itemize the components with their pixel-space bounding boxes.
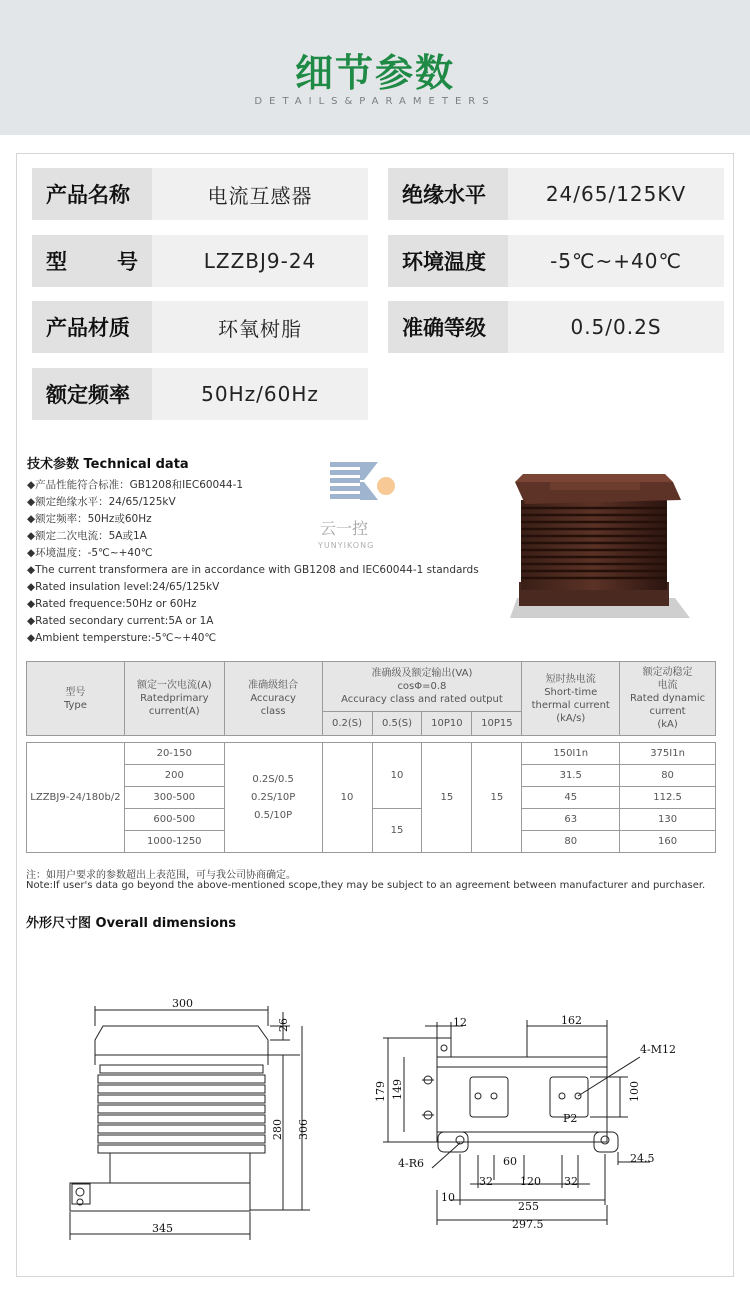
header-thermal-line: (kA/s) <box>556 712 586 724</box>
cell-10p15: 15 <box>472 743 522 853</box>
param-model-label-part2: 号 <box>117 250 138 274</box>
cell-thermal: 31.5 <box>522 765 620 787</box>
combo-line: 0.2S/10P <box>250 791 296 803</box>
param-material-label: 产品材质 <box>32 301 152 353</box>
cell-10p10: 15 <box>422 743 472 853</box>
cell-current: 300-500 <box>124 787 224 809</box>
param-env-value: -5℃~+40℃ <box>508 235 724 287</box>
header-acc-line: cosΦ=0.8 <box>397 681 447 692</box>
header-thermal-current <box>522 662 620 736</box>
top-view-drawing <box>422 1038 618 1152</box>
cell-05s-bottom: 15 <box>372 809 422 853</box>
dim-60: 60 <box>503 1155 517 1168</box>
note-cn: 注：如用户要求的参数超出上表范围，可与我公司协商确定。 <box>26 870 296 881</box>
dim-255: 255 <box>518 1200 539 1213</box>
cell-model: LZZBJ9-24/180b/2 <box>27 743 125 853</box>
dim-100: 100 <box>628 1081 641 1102</box>
param-insulation-label: 绝缘水平 <box>388 168 508 220</box>
dim-297-5: 297.5 <box>512 1218 544 1231</box>
dim-p2: P2 <box>563 1112 578 1125</box>
dim-300: 300 <box>172 997 193 1010</box>
header-accuracy-output <box>322 662 522 712</box>
page-subtitle: DETAILS&PARAMETERS <box>254 96 496 107</box>
param-name-value: 电流互感器 <box>152 168 368 220</box>
header-dynamic-current <box>620 662 716 736</box>
cell-02s: 10 <box>322 743 372 853</box>
subheader-cell: 0.5(S) <box>372 712 422 736</box>
bullet-item: ◆额定频率：50Hz或60Hz <box>27 513 152 525</box>
param-model-label <box>32 235 152 287</box>
subheader-cell: 0.2(S) <box>322 712 372 736</box>
dim-4-r6: 4-R6 <box>398 1157 424 1170</box>
header-dynamic-line: 额定动稳定 <box>642 667 693 678</box>
page-title: 细节参数 <box>294 51 455 95</box>
brand-logo <box>316 456 406 551</box>
dim-4-m12: 4-M12 <box>640 1043 676 1056</box>
brand-logo-en: YUNYIKONG <box>318 541 375 550</box>
combo-line: 0.5/10P <box>254 809 293 821</box>
cell-05s-top: 10 <box>372 743 422 809</box>
subheader-cell: 10P15 <box>472 712 522 736</box>
bullet-item: ◆环境温度：-5℃~+40℃ <box>27 547 153 559</box>
bullet-item: ◆Rated frequence:50Hz or 60Hz <box>27 598 197 610</box>
note-en: Note:If user's data go beyond the above-mentioned scope,they may be subject to an agreement between manufacturer and purchaser. <box>26 880 706 891</box>
dim-345: 345 <box>152 1222 173 1235</box>
cell-current: 20-150 <box>124 743 224 765</box>
param-material-value: 环氧树脂 <box>152 301 368 353</box>
cell-thermal: 80 <box>522 831 620 853</box>
cell-dynamic: 112.5 <box>620 787 716 809</box>
header-type-en: Type <box>63 699 87 711</box>
header-dynamic-line: 电流 <box>657 680 678 691</box>
cell-thermal: 45 <box>522 787 620 809</box>
brand-logo-cn: 云一控 <box>320 519 369 538</box>
header-primary-line: 额定一次电流(A) <box>136 680 212 691</box>
param-freq-label: 额定频率 <box>32 368 152 420</box>
bullet-item: ◆额定二次电流：5A或1A <box>27 530 147 542</box>
header-thermal-line: thermal current <box>531 699 610 711</box>
header-primary-line: current(A) <box>148 706 200 717</box>
header-thermal-line: Short-time <box>544 686 598 698</box>
dim-32-left: 32 <box>479 1175 493 1188</box>
header-combo-line: Accuracy <box>250 693 296 704</box>
bullet-item: ◆The current transformera are in accordance with GB1208 and IEC60044-1 standards <box>27 564 479 576</box>
dim-162: 162 <box>561 1014 582 1027</box>
header-combo-line: 准确级组合 <box>248 680 299 691</box>
bullet-item: ◆额定绝缘水平：24/65/125kV <box>27 496 176 508</box>
dim-24-5: 24.5 <box>630 1152 655 1165</box>
header-dynamic-line: (kA) <box>657 719 678 730</box>
param-accuracy-value: 0.5/0.2S <box>508 301 724 353</box>
header-type <box>27 662 125 736</box>
bullet-item: ◆Rated secondary current:5A or 1A <box>27 615 214 627</box>
dim-32-right: 32 <box>564 1175 578 1188</box>
dim-10: 10 <box>441 1191 455 1204</box>
dim-120: 120 <box>520 1175 541 1188</box>
dim-26: 26 <box>277 1018 290 1032</box>
front-view-drawing <box>70 1026 268 1211</box>
header-accuracy-combo <box>224 662 322 736</box>
dim-179: 179 <box>374 1081 387 1102</box>
bullet-item: ◆产品性能符合标准：GB1208和IEC60044-1 <box>27 479 244 491</box>
table-row <box>27 743 716 765</box>
combo-line: 0.2S/0.5 <box>252 773 294 785</box>
header-acc-line: Accuracy class and rated output <box>341 694 503 705</box>
technical-bullet-list <box>27 477 507 647</box>
param-insulation-value: 24/65/125KV <box>508 168 724 220</box>
dimensions-title: 外形尺寸图 Overall dimensions <box>26 916 236 931</box>
header-acc-line: 准确级及额定输出(VA) <box>371 668 473 679</box>
header-combo-line: class <box>260 706 286 717</box>
dim-280: 280 <box>271 1119 284 1140</box>
cell-thermal: 63 <box>522 809 620 831</box>
subheader-cell: 10P10 <box>422 712 472 736</box>
param-name-label: 产品名称 <box>32 168 152 220</box>
header-primary-line: Ratedprimary <box>140 693 209 704</box>
cell-dynamic: 160 <box>620 831 716 853</box>
cell-current: 1000-1250 <box>124 831 224 853</box>
dimension-drawings <box>0 940 750 1260</box>
bullet-item: ◆Rated insulation level:24/65/125kV <box>27 581 220 593</box>
header-type-cn: 型号 <box>65 686 86 698</box>
spec-table <box>26 661 716 853</box>
technical-data-title: 技术参数 Technical data <box>27 457 189 472</box>
cell-thermal: 150I1n <box>522 743 620 765</box>
param-accuracy-label: 准确等级 <box>388 301 508 353</box>
bullet-item: ◆Ambient tempersture:-5℃~+40℃ <box>27 632 217 644</box>
cell-dynamic: 375I1n <box>620 743 716 765</box>
param-env-label: 环境温度 <box>388 235 508 287</box>
cell-combo <box>224 743 322 853</box>
cell-dynamic: 130 <box>620 809 716 831</box>
cell-current: 600-500 <box>124 809 224 831</box>
product-photo <box>505 470 695 630</box>
param-freq-value: 50Hz/60Hz <box>152 368 368 420</box>
table-gap <box>27 736 716 743</box>
header-thermal-line: 短时热电流 <box>545 673 596 685</box>
param-model-value: LZZBJ9-24 <box>152 235 368 287</box>
header-primary-current <box>124 662 224 736</box>
header-dynamic-line: current <box>649 706 686 717</box>
dim-12: 12 <box>453 1016 467 1029</box>
header-dynamic-line: Rated dynamic <box>629 693 706 704</box>
cell-current: 200 <box>124 765 224 787</box>
param-model-label-part1: 型 <box>46 250 67 274</box>
dim-149: 149 <box>391 1079 404 1100</box>
cell-dynamic: 80 <box>620 765 716 787</box>
dim-306: 306 <box>297 1119 310 1140</box>
